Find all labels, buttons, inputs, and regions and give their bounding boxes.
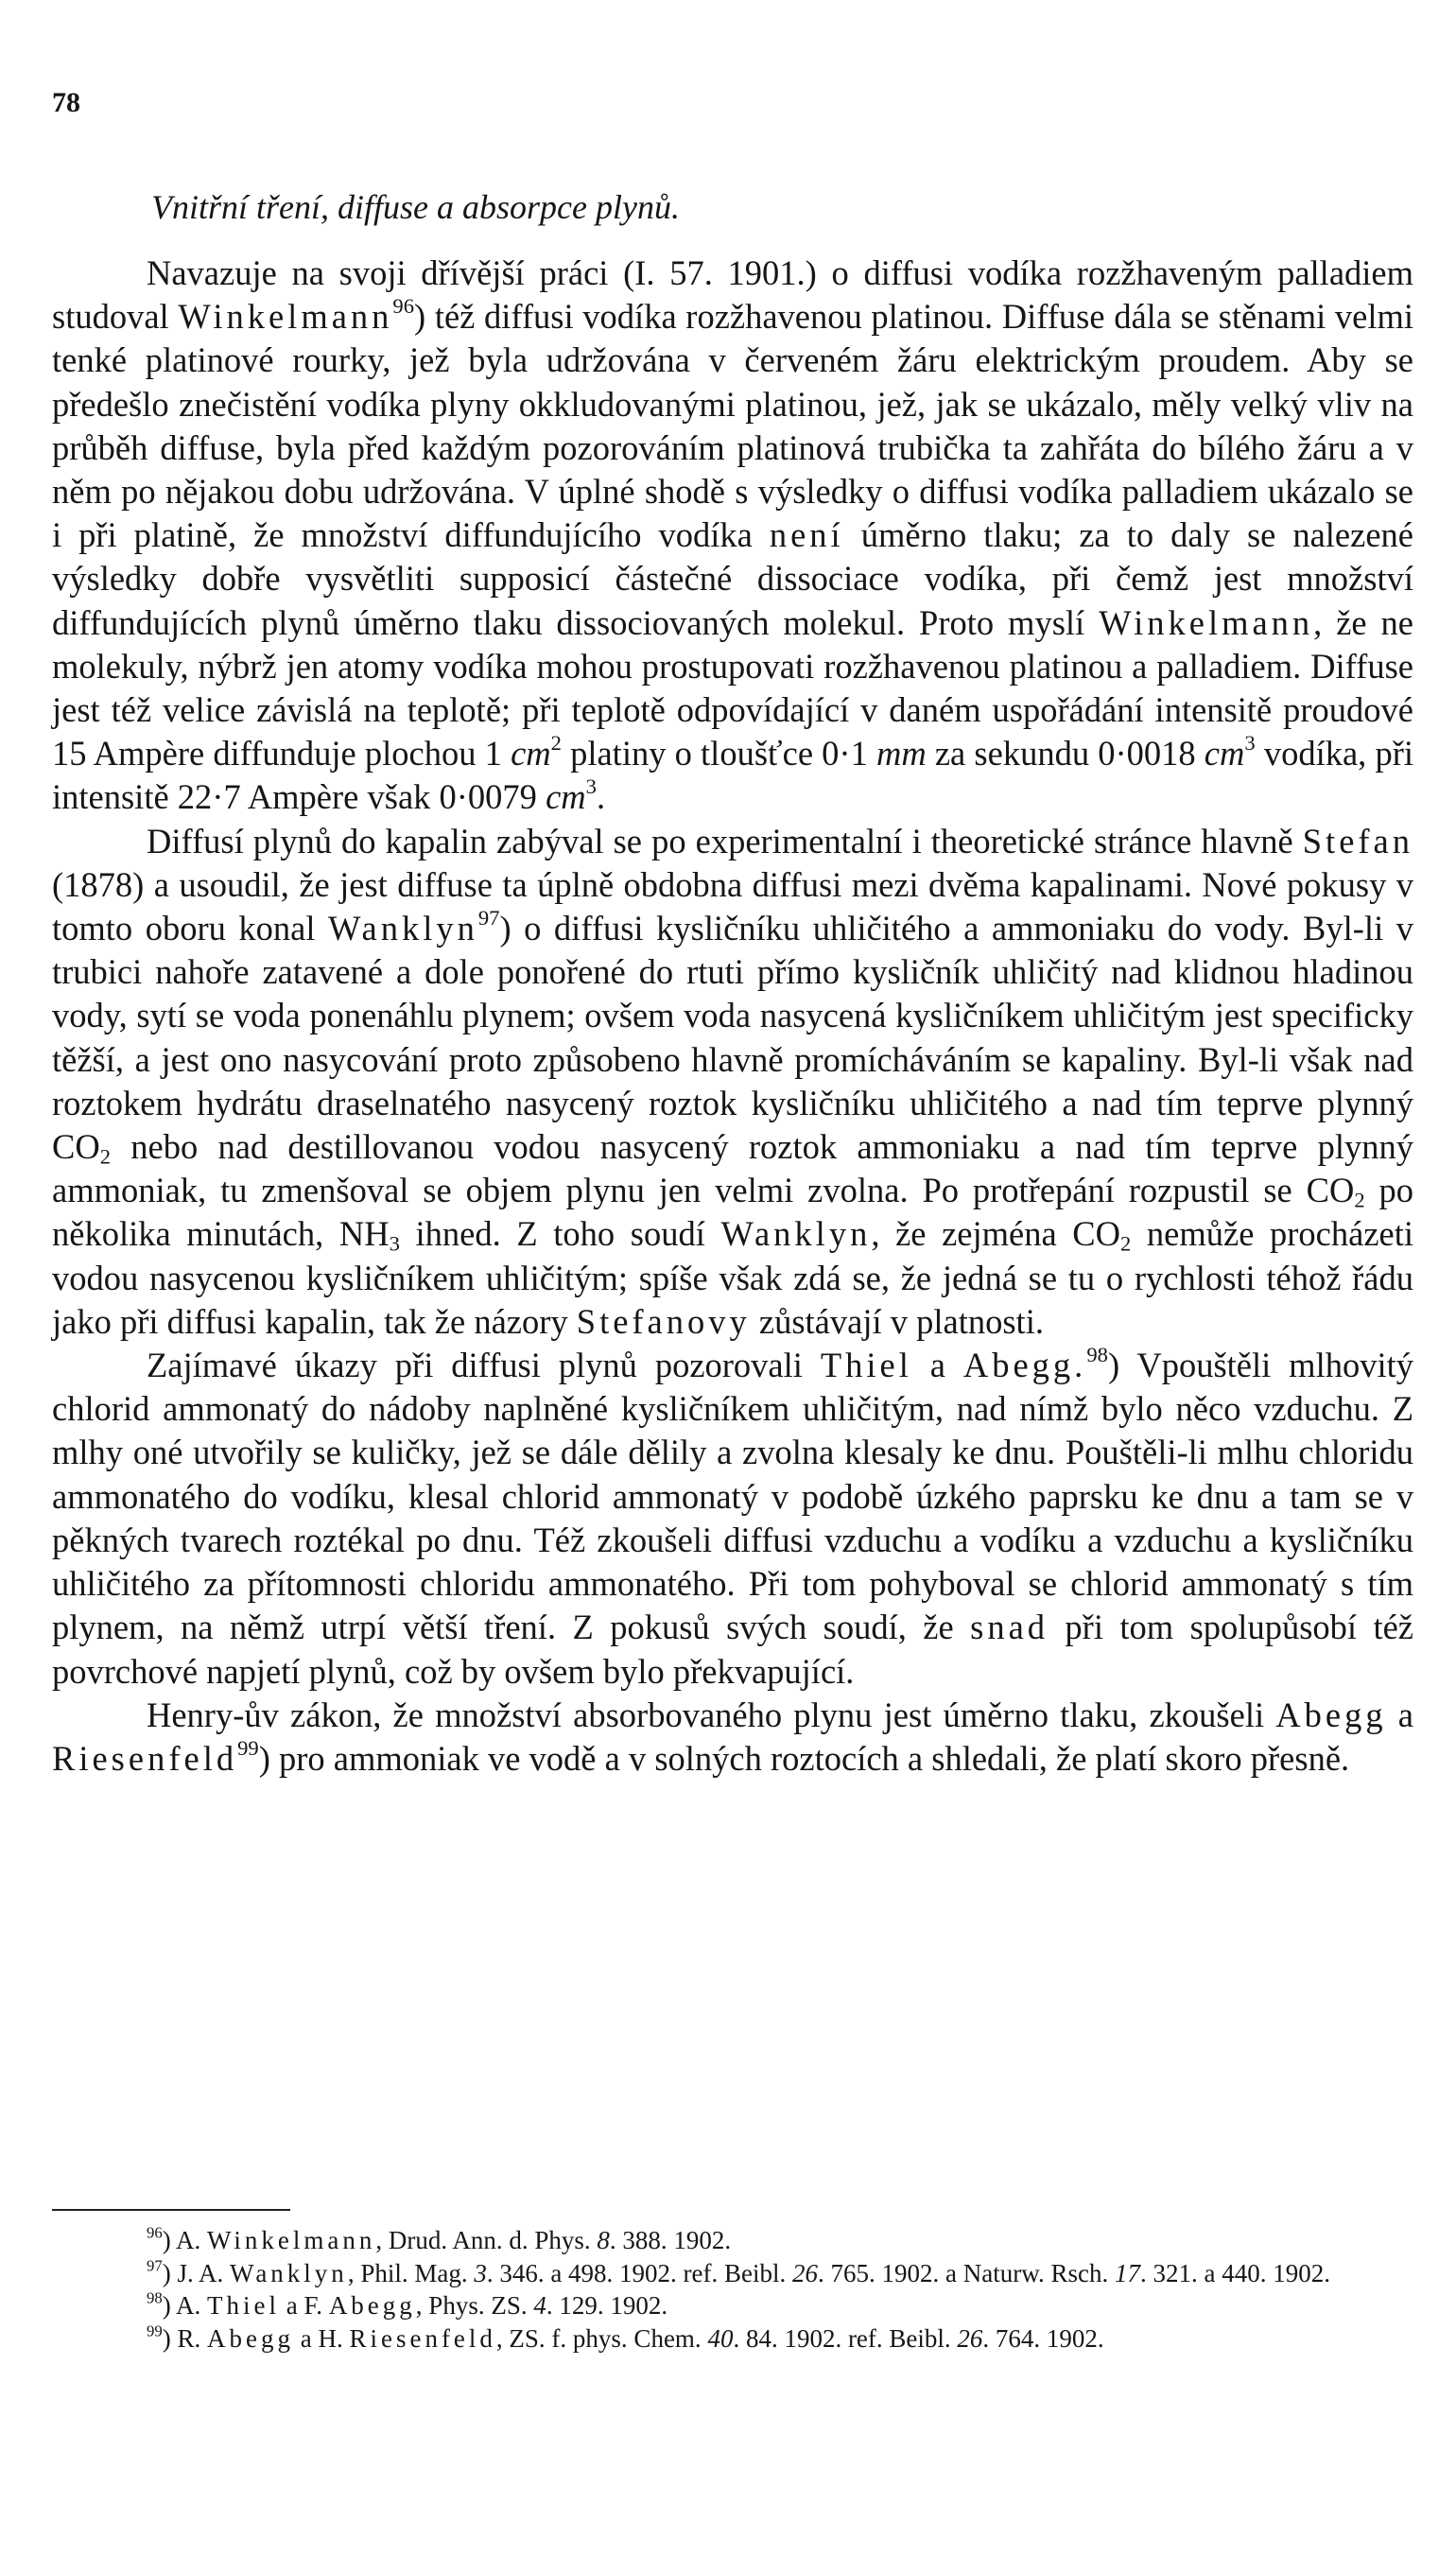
paragraph-thiel-abegg — [52, 1344, 1413, 1694]
subscript: 2 — [1119, 1232, 1132, 1257]
body-text — [52, 252, 1413, 1781]
footnote-ref: 98 — [1086, 1343, 1108, 1367]
text-run: , ZS. f. phys. Chem. — [495, 2323, 708, 2353]
subscript: 2 — [1354, 1188, 1365, 1212]
text-run: . 765. 1902. a Naturw. Rsch. — [818, 2258, 1115, 2287]
footnote-number: 96 — [147, 2223, 163, 2242]
author-name: Winkelmann — [1099, 602, 1314, 642]
text-run: při tom spolupůsobí též povrchové napjetí plynů, což by ovšem bylo překvapující. — [52, 1608, 1413, 1691]
volume: 3 — [474, 2258, 487, 2287]
author-name: Abegg — [328, 2291, 416, 2320]
text-run: Zajímavé úkazy při diffusi plynů pozorovali — [147, 1346, 821, 1385]
text-run: ) R. — [162, 2323, 207, 2353]
text-run: ) A. — [162, 2226, 207, 2254]
unit: cm — [546, 777, 586, 817]
footnotes — [52, 2224, 1413, 2355]
text-run: ) J. A. — [162, 2258, 230, 2287]
emphasis: není — [769, 515, 844, 555]
text-run: ihned. Z toho soudí — [399, 1214, 721, 1254]
author-name: Abegg — [1275, 1695, 1387, 1734]
volume: 8 — [597, 2226, 610, 2254]
author-name: Winkelmann — [178, 297, 393, 337]
footnote-96 — [52, 2224, 1413, 2257]
footnote-98 — [52, 2289, 1413, 2322]
text-run: a — [911, 1346, 963, 1385]
text-run: po několika minutách, NH — [52, 1171, 1414, 1254]
text-run: , že ne molekuly, nýbrž jen atomy vodíka mohou prostupovati rozžhavenou platinou a palladiem. Diffuse jest též velice závislá na teplotě; při teplotě odpovídající v daném uspořádání intensitě proudové 15 Ampère diffunduje plochou 1 — [52, 602, 1413, 774]
author-name: Wanklyn — [327, 909, 478, 948]
author-name: Winkelmann — [206, 2226, 376, 2254]
text-run: nemůže procházeti vodou nasycenou kysličníkem uhličitým; spíše však zdá se, že jedná se tu o rychlosti téhož řádu jako při diffusi kapalin, tak že názory — [52, 1214, 1413, 1341]
footnote-97 — [52, 2257, 1413, 2290]
volume: 17 — [1115, 2258, 1140, 2287]
footnote-number: 98 — [147, 2288, 163, 2307]
author-name: Riesenfeld — [349, 2323, 496, 2353]
author-name: Riesenfeld — [52, 1738, 238, 1778]
author-name: Abegg. — [962, 1346, 1087, 1385]
text-run: ) o diffusi kysličníku uhličitého a ammoniaku do vody. Byl-li v trubici nahoře zatavené a dole ponořené do rtuti přímo kysličník uhličitý nad klidnou hladinou vody, sytí se voda ponenáhlu plynem; ovšem voda nasycená kysličníkem uhličitým jest specificky těžší, a jest ono nasycování proto způsobeno hlavně promícháváním se kapaliny. Byl-li však nad roztokem hydrátu draselnatého nasycený roztok kysličníku uhličitého a nad tím teprve plynný CO — [52, 909, 1413, 1167]
text-run: . 321. a 440. 1902. — [1140, 2258, 1330, 2287]
text-run: platiny o tloušťce 0·1 — [561, 734, 876, 774]
volume: 26 — [792, 2258, 819, 2287]
text-run: a F. — [279, 2291, 329, 2320]
section-title: Vnitřní tření, diffuse a absorpce plynů. — [151, 188, 680, 226]
subscript: 3 — [389, 1232, 400, 1257]
unit-exponent: 3 — [585, 774, 597, 799]
author-name: Stefan — [1302, 821, 1413, 861]
author-name: Thiel — [820, 1346, 912, 1385]
text-run: (1878) a usoudil, že jest diffuse ta úplně obdobna diffusi mezi dvěma kapalinami. Nové pokusy v tomto oboru konal — [52, 864, 1413, 948]
text-run: ) Vpouštěli mlhovitý chlorid ammonatý do nádoby naplněné kysličníkem uhličitým, nad nímž bylo něco vzduchu. Z mlhy oné utvořily se kuličky, jež se dále dělily a zvolna klesaly ke dnu. Pouštěli-li mlhu chloridu ammonatého do vodíku, klesal chlorid ammonatý v podobě úzkého paprsku ke dnu a tam se v pěkných tvarech roztékal po dnu. Též zkoušeli diffusi vzduchu a vodíku a vzduchu a kysličníku uhličitého za přítomnosti chloridu ammonatého. Při tom pohyboval se chlorid ammonatý s tím plynem, na němž utrpí větší tření. Z pokusů svých soudí, že — [52, 1346, 1413, 1647]
author-name: Wanklyn — [230, 2258, 348, 2287]
text-run: . 388. 1902. — [609, 2226, 732, 2254]
footnote-ref: 99 — [237, 1736, 259, 1761]
subscript: 2 — [99, 1144, 112, 1169]
footnote-number: 99 — [147, 2321, 163, 2339]
unit: mm — [875, 734, 927, 774]
volume: 4 — [533, 2291, 546, 2320]
text-run: nebo nad destillovanou vodou nasycený roztok ammoniaku a nad tím teprve plynný ammoniak, tu zmenšoval se objem plynu jen velmi zvolna. Po protřepání rozpustil se CO — [52, 1127, 1413, 1210]
text-run: . 764. 1902. — [982, 2323, 1104, 2353]
text-run: ) pro ammoniak ve vodě a v solných roztocích a shledali, že platí skoro přesně. — [258, 1738, 1350, 1778]
text-run: zůstávají v platnosti. — [750, 1301, 1044, 1341]
footnote-ref: 97 — [477, 906, 500, 930]
text-run: . — [596, 777, 606, 817]
text-run: . 129. 1902. — [546, 2291, 668, 2320]
paragraph-winkelmann — [52, 252, 1413, 820]
text-run: vodíka, při intensitě 22·7 Ampère však 0·0079 — [52, 734, 1413, 817]
paragraph-henry-law — [52, 1694, 1413, 1781]
text-run: , Drud. Ann. d. Phys. — [375, 2226, 598, 2254]
text-run: za sekundu 0·0018 — [926, 734, 1205, 774]
text-run: Diffusí plynů do kapalin zabýval se po experimentalní i theoretické stránce hlavně — [147, 821, 1303, 861]
unit-exponent: 2 — [550, 731, 562, 756]
unit-exponent: 3 — [1244, 731, 1256, 756]
text-run: ) A. — [162, 2291, 207, 2320]
author-name: Thiel — [206, 2291, 280, 2320]
text-run: , Phys. ZS. — [415, 2291, 534, 2320]
emphasis: snad — [970, 1608, 1049, 1647]
volume: 26 — [957, 2323, 983, 2353]
text-run: , že zejména CO — [871, 1214, 1120, 1254]
text-run: , Phil. Mag. — [347, 2258, 475, 2287]
text-run: úměrno tlaku; za to daly se nalezené výsledky dobře vysvětliti supposicí částečné dissociace vodíka, při čemž jest množství diffundujících plynů úměrno tlaku dissociovaných molekul. Proto myslí — [52, 515, 1413, 642]
text-run: ) též diffusi vodíka rozžhavenou platinou. Diffuse dála se stěnami velmi tenké platinové rourky, jež byla udržována v červeném žáru elektrickým proudem. Aby se předešlo znečistění vodíka plyny okkludovanými platinou, jež, jak se ukázalo, měly velký vliv na průběh diffuse, byla před každým pozorováním platinová trubička ta zahřáta do bílého žáru a v něm po nějakou dobu udržována. V úplné shodě s výsledky o diffusi vodíka palladiem ukázalo se i při platině, že množství diffundujícího vodíka — [52, 297, 1414, 555]
page-number: 78 — [52, 87, 80, 118]
unit: cm — [1204, 734, 1245, 774]
author-name: Wanklyn — [720, 1214, 872, 1254]
text-run: . 346. a 498. 1902. ref. Beibl. — [486, 2258, 793, 2287]
author-name: Stefanovy — [576, 1301, 751, 1341]
footnote-divider — [52, 2209, 290, 2211]
author-name: Abegg — [206, 2323, 294, 2353]
text-run: a — [1386, 1695, 1413, 1734]
paragraph-diffusion-liquids — [52, 820, 1413, 1344]
volume: 40 — [707, 2323, 734, 2353]
footnote-number: 97 — [147, 2255, 163, 2274]
unit: cm — [511, 734, 551, 774]
text-run: . 84. 1902. ref. Beibl. — [733, 2323, 958, 2353]
text-run: Henry-ův zákon, že množství absorbovaného plynu jest úměrno tlaku, zkoušeli — [147, 1695, 1276, 1734]
text-run: Navazuje na svoji dřívější práci (I. 57. 1901.) o diffusi vodíka rozžhaveným palladiem studoval — [52, 253, 1413, 337]
footnote-ref: 96 — [392, 294, 415, 319]
footnote-99 — [52, 2322, 1413, 2356]
text-run: a H. — [293, 2323, 350, 2353]
